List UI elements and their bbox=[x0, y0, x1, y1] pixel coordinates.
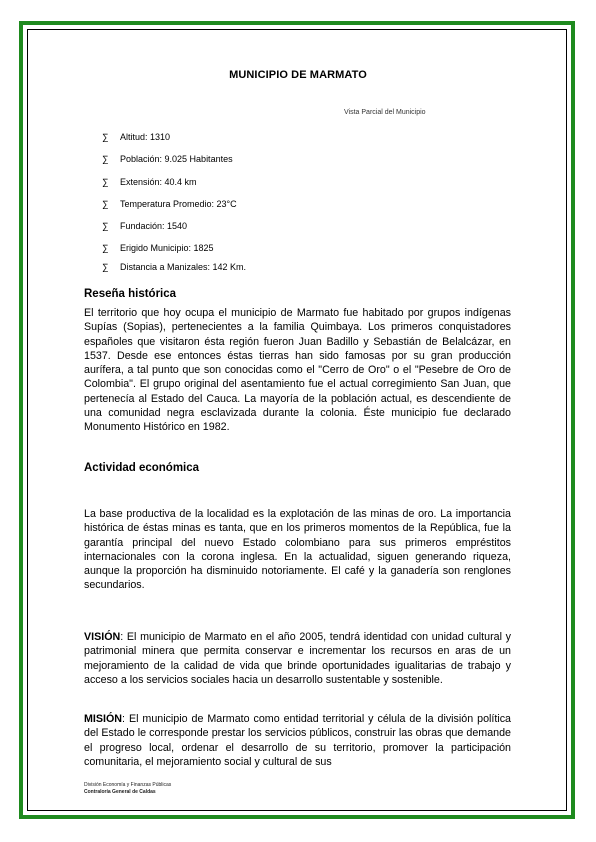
fact-text: Altitud: 1310 bbox=[120, 132, 171, 142]
mission-text: : El municipio de Marmato como entidad territorial y célula de la división política del Estado le corresponde prestar los servicios públicos, construir las obras que demande el progreso local, ordenar el desarrollo de su territorio, promover la participación comunitaria, el mejoramiento social y cultural de sus bbox=[84, 713, 511, 768]
fact-text: Extensión: 40.4 km bbox=[120, 177, 197, 187]
bullet-icon: ∑ bbox=[102, 132, 109, 142]
fact-item bbox=[102, 131, 170, 143]
vision-label: VISIÓN bbox=[84, 631, 121, 643]
mission-paragraph bbox=[84, 712, 511, 769]
fact-item bbox=[102, 153, 233, 165]
fact-text: Distancia a Manizales: 142 Km. bbox=[120, 262, 247, 272]
footer-institution: Contraloría General de Caldas bbox=[84, 788, 156, 795]
fact-item bbox=[102, 242, 214, 254]
bullet-icon: ∑ bbox=[102, 221, 109, 231]
fact-item bbox=[102, 261, 246, 273]
fact-text: Fundación: 1540 bbox=[120, 221, 188, 231]
page-footer bbox=[84, 782, 171, 795]
bullet-icon: ∑ bbox=[102, 243, 109, 253]
vision-text: : El municipio de Marmato en el año 2005, tendrá identidad con unidad cultural y patrimonial minera que permita conservar e incrementar los recursos en aras de un mejoramiento de la calidad de vida que brinde oportunidades igualitarias de trabajo y acceso a los servicios sociales hacia un desarrollo sustentable y sostenible. bbox=[84, 631, 511, 686]
fact-text: Población: 9.025 Habitantes bbox=[120, 154, 233, 164]
fact-item bbox=[102, 176, 197, 188]
fact-item bbox=[102, 220, 187, 232]
bullet-icon: ∑ bbox=[102, 154, 109, 164]
economy-heading: Actividad económica bbox=[84, 462, 200, 474]
history-paragraph: El territorio que hoy ocupa el municipio de Marmato fue habitado por grupos indígenas Supías (Sopias), pertenecientes a la familia Quimbaya. Los primeros conquistadores españoles que visitaron ésta región fueron Juan Badillo y Sebastián de Belalcázar, en 1537. Desde ese entonces éstas tierras han sido famosas por su gran producción aurífera, a tal punto que son conocidas como el "Cerro de Oro" o el "Pesebre de Oro de Colombia". El grupo original del asentamiento fue el actual corregimiento San Juan, que pertenecía al Estado del Cauca. La mayoría de la población actual, es descendiente de una comunidad negra esclavizada durante la colonia. Éste municipio fue declarado Monumento Histórico en 1982. bbox=[84, 307, 511, 434]
bullet-icon: ∑ bbox=[102, 199, 109, 209]
bullet-icon: ∑ bbox=[102, 262, 109, 272]
fact-text: Erigido Municipio: 1825 bbox=[120, 243, 214, 253]
history-heading: Reseña histórica bbox=[84, 288, 177, 300]
vision-paragraph bbox=[84, 630, 511, 687]
footer-division: División Economía y Finanzas Públicas bbox=[84, 782, 172, 788]
bullet-icon: ∑ bbox=[102, 177, 109, 187]
photo-caption: Vista Parcial del Municipio bbox=[344, 109, 426, 116]
economy-paragraph: La base productiva de la localidad es la explotación de las minas de oro. La importancia histórica de éstas minas es tanta, que en los primeros momentos de la República, fue la garantía principal del nuevo Estado colombiano para sus primeros empréstitos internacionales con la corona inglesa. En la actualidad, siguen generando riqueza, aunque la proporción ha disminuido notoriamente. El café y la ganadería son renglones secundarios. bbox=[84, 508, 511, 592]
mission-label: MISIÓN bbox=[84, 713, 123, 725]
fact-text: Temperatura Promedio: 23°C bbox=[120, 199, 237, 209]
fact-item bbox=[102, 198, 237, 210]
document-title: MUNICIPIO DE MARMATO bbox=[229, 69, 367, 81]
